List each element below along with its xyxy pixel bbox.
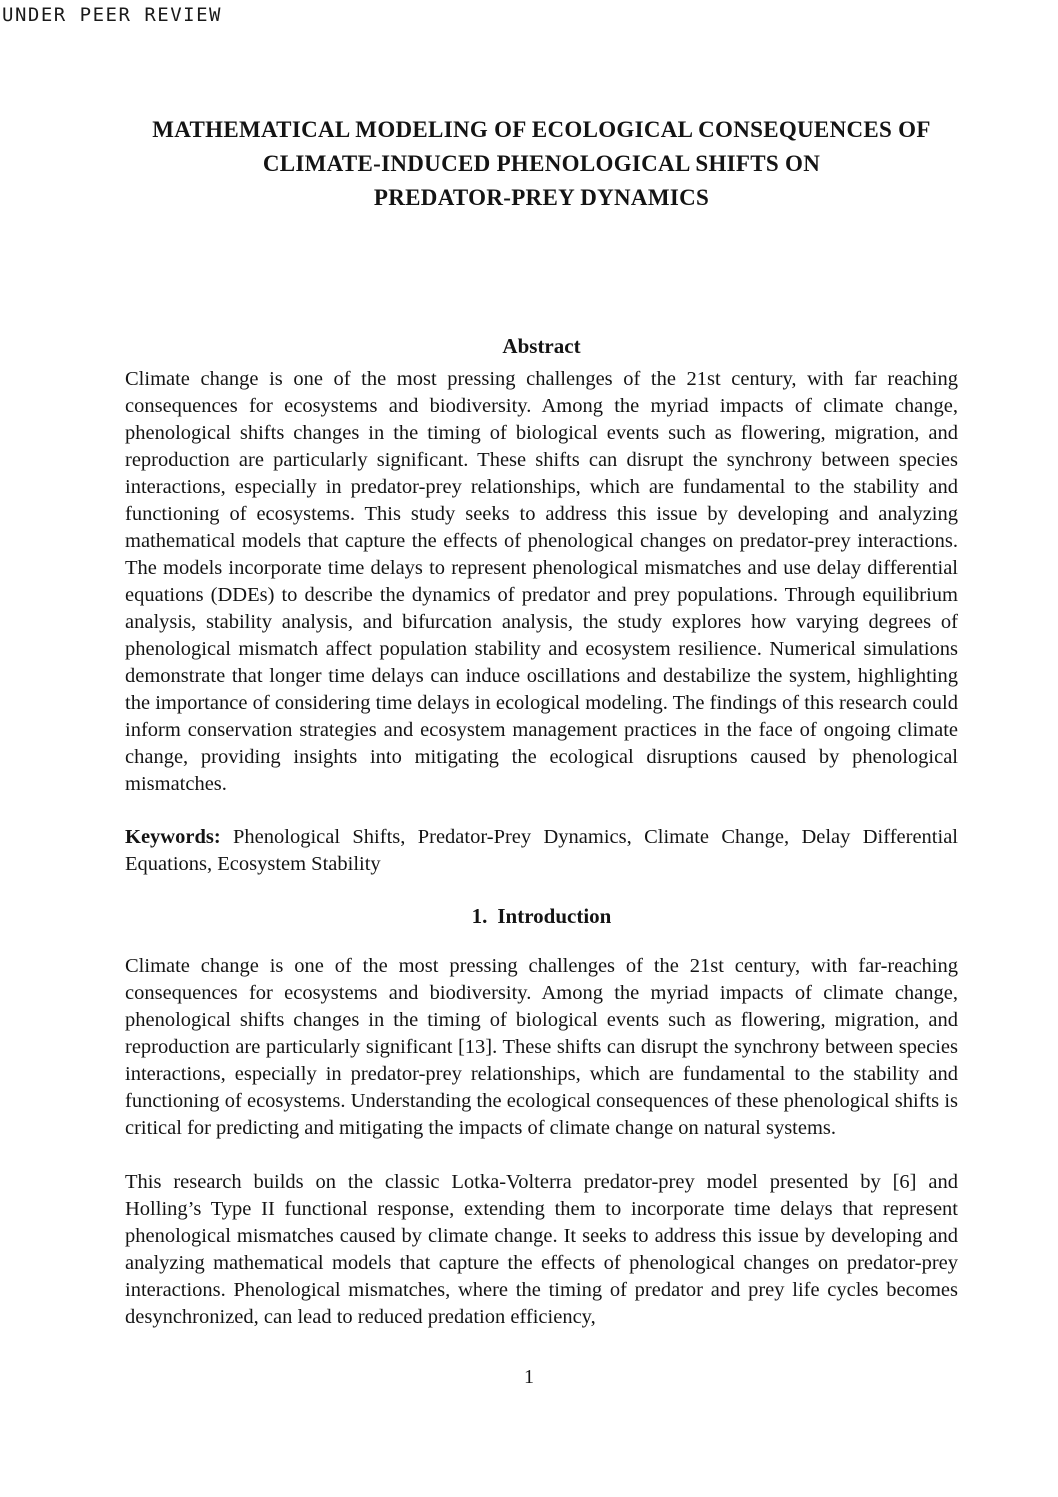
introduction-paragraph-1: Climate change is one of the most pressing challenges of the 21st century, with far-reaching consequences for ecosystems and biodiversity. Among the myriad impacts of climate change, phenological shifts changes in the timing of biological events such as flowering, migration, and reproduction are particularly significant [13]. These shifts can disrupt the synchrony between species interactions, especially in predator-prey relationships, which are fundamental to the stability and functioning of ecosystems. Understanding the ecological consequences of these phenological shifts is critical for predicting and mitigating the impacts of climate change on natural systems. <box>125 955 958 1139</box>
paper-title-line-2: CLIMATE-INDUCED PHENOLOGICAL SHIFTS ON <box>262 151 821 176</box>
keywords-line <box>125 824 958 878</box>
section-title: Introduction <box>497 904 612 928</box>
section-number: 1. <box>471 904 488 928</box>
paper-title <box>125 113 958 215</box>
keywords-text: Phenological Shifts, Predator-Prey Dynamics, Climate Change, Delay Differential Equations, Ecosystem Stability <box>125 826 958 875</box>
peer-review-watermark: UNDER PEER REVIEW <box>2 4 222 26</box>
keywords-label: Keywords: <box>125 826 221 848</box>
introduction-paragraph-2: This research builds on the classic Lotka-Volterra predator-prey model presented by [6] and Holling’s Type II functional response, extending them to incorporate time delays that represent phenological mismatches caused by climate change. It seeks to address this issue by developing and analyzing mathematical models that capture the effects of phenological changes on predator-prey interactions. Phenological mismatches, where the timing of predator and prey life cycles becomes desynchronized, can lead to reduced predation efficiency, <box>125 1171 958 1328</box>
abstract-heading: Abstract <box>502 334 581 358</box>
paper-title-line-1: MATHEMATICAL MODELING OF ECOLOGICAL CONSEQUENCES OF <box>152 117 931 142</box>
abstract-text: Climate change is one of the most pressing challenges of the 21st century, with far reaching consequences for ecosystems and biodiversity. Among the myriad impacts of climate change, phenological shifts changes in the timing of biological events such as flowering, migration, and reproduction are particularly significant. These shifts can disrupt the synchrony between species interactions, especially in predator-prey relationships, which are fundamental to the stability and functioning of ecosystems. This study seeks to address this issue by developing and analyzing mathematical models that capture the effects of phenological changes on predator-prey interactions. The models incorporate time delays to represent phenological mismatches and use delay differential equations (DDEs) to describe the dynamics of predator and prey populations. Through equilibrium analysis, stability analysis, and bifurcation analysis, the study explores how varying degrees of phenological mismatch affect population stability and ecosystem resilience. Numerical simulations demonstrate that longer time delays can induce oscillations and destabilize the system, highlighting the importance of considering time delays in ecological modeling. The findings of this research could inform conservation strategies and ecosystem management practices in the face of ongoing climate change, providing insights into mitigating the ecological disruptions caused by phenological mismatches. <box>125 368 958 795</box>
page-content <box>125 0 958 1331</box>
page-number: 1 <box>524 1366 534 1388</box>
paper-title-line-3: PREDATOR-PREY DYNAMICS <box>373 185 710 210</box>
section-heading-introduction <box>125 903 958 929</box>
